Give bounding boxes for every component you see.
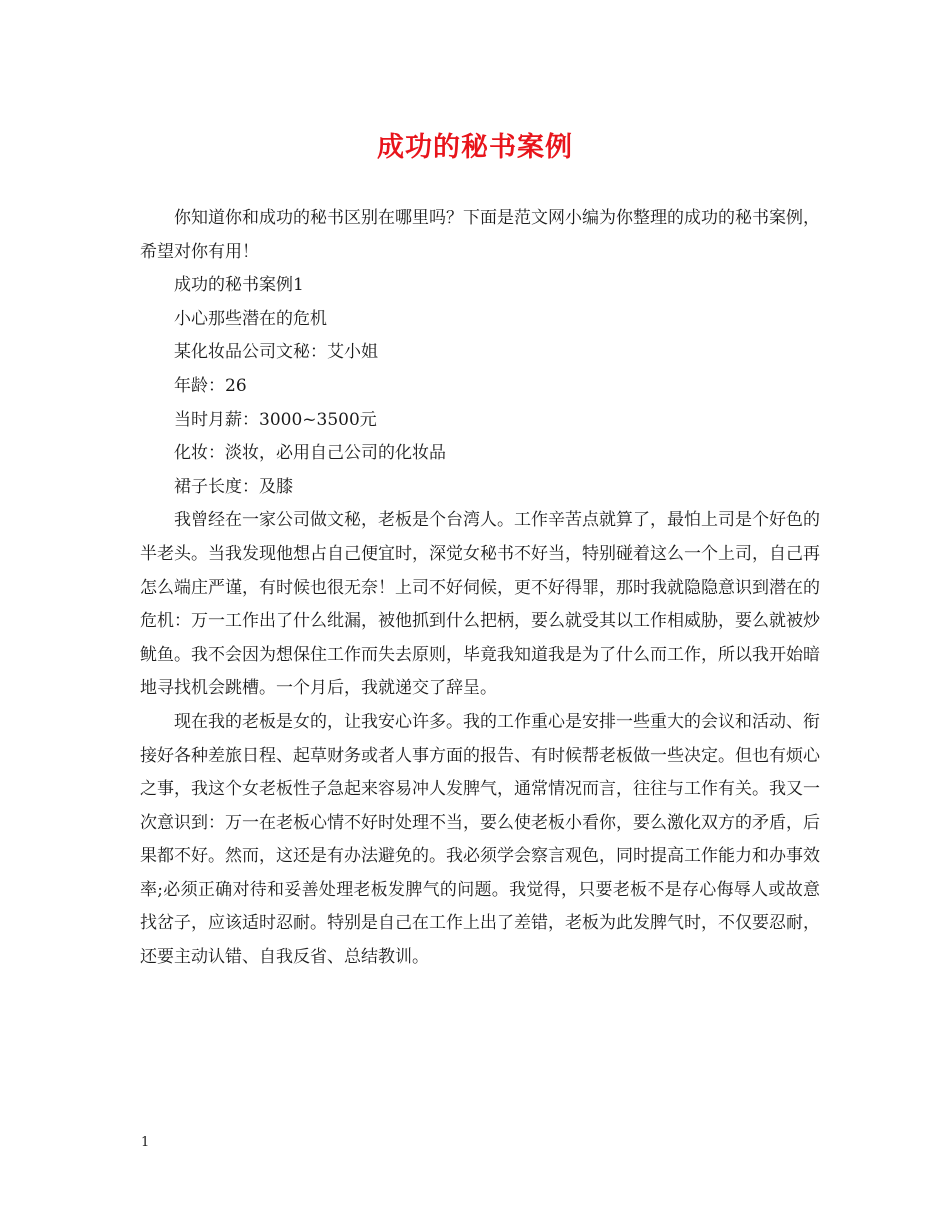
profile-line-position: 某化妆品公司文秘：艾小姐 [174, 342, 378, 363]
document-body [140, 202, 820, 975]
profile-line-makeup: 化妆：淡妆，必用自己公司的化妆品 [174, 443, 446, 464]
document-title: 成功的秘书案例 [377, 132, 573, 163]
body-paragraph: 现在我的老板是女的，让我安心许多。我的工作重心是安排一些重大的会议和活动、衔接好各种差旅日程、起草财务或者人事方面的报告、有时候帮老板做一些决定。但也有烦心之事，我这个女老板性子急起来容易冲人发脾气，通常情况而言，往往与工作有关。我又一次意识到：万一在老板心情不好时处理不当，要么使老板小看你，要么激化双方的矛盾，后果都不好。然而，这还是有办法避免的。我必须学会察言观色，同时提高工作能力和办事效率;必须正确对待和妥善处理老板发脾气的问题。我觉得，只要老板不是存心侮辱人或故意找岔子，应该适时忍耐。特别是自己在工作上出了差错，老板为此发脾气时，不仅要忍耐，还要主动认错、自我反省、总结教训。 [140, 711, 820, 968]
case-heading: 成功的秘书案例1 [174, 275, 304, 296]
intro-paragraph: 你知道你和成功的秘书区别在哪里吗？下面是范文网小编为你整理的成功的秘书案例，希望对你有用！ [140, 208, 820, 262]
case-subtitle: 小心那些潜在的危机 [174, 308, 327, 329]
body-paragraph: 我曾经在一家公司做文秘，老板是个台湾人。工作辛苦点就算了，最怕上司是个好色的半老头。当我发现他想占自己便宜时，深觉女秘书不好当，特别碰着这么一个上司，自己再怎么端庄严谨，有时候也很无奈！上司不好伺候，更不好得罪，那时我就隐隐意识到潜在的危机：万一工作出了什么纰漏，被他抓到什么把柄，要么就受其以工作相威胁，要么就被炒鱿鱼。我不会因为想保住工作而失去原则，毕竟我知道我是为了什么而工作，所以我开始暗地寻找机会跳槽。一个月后，我就递交了辞呈。 [140, 510, 820, 699]
profile-line-skirt: 裙子长度：及膝 [174, 476, 293, 497]
page-number: 1 [141, 1135, 150, 1150]
profile-line-age: 年龄：26 [174, 375, 247, 396]
profile-line-salary: 当时月薪：3000~3500元 [174, 409, 377, 430]
